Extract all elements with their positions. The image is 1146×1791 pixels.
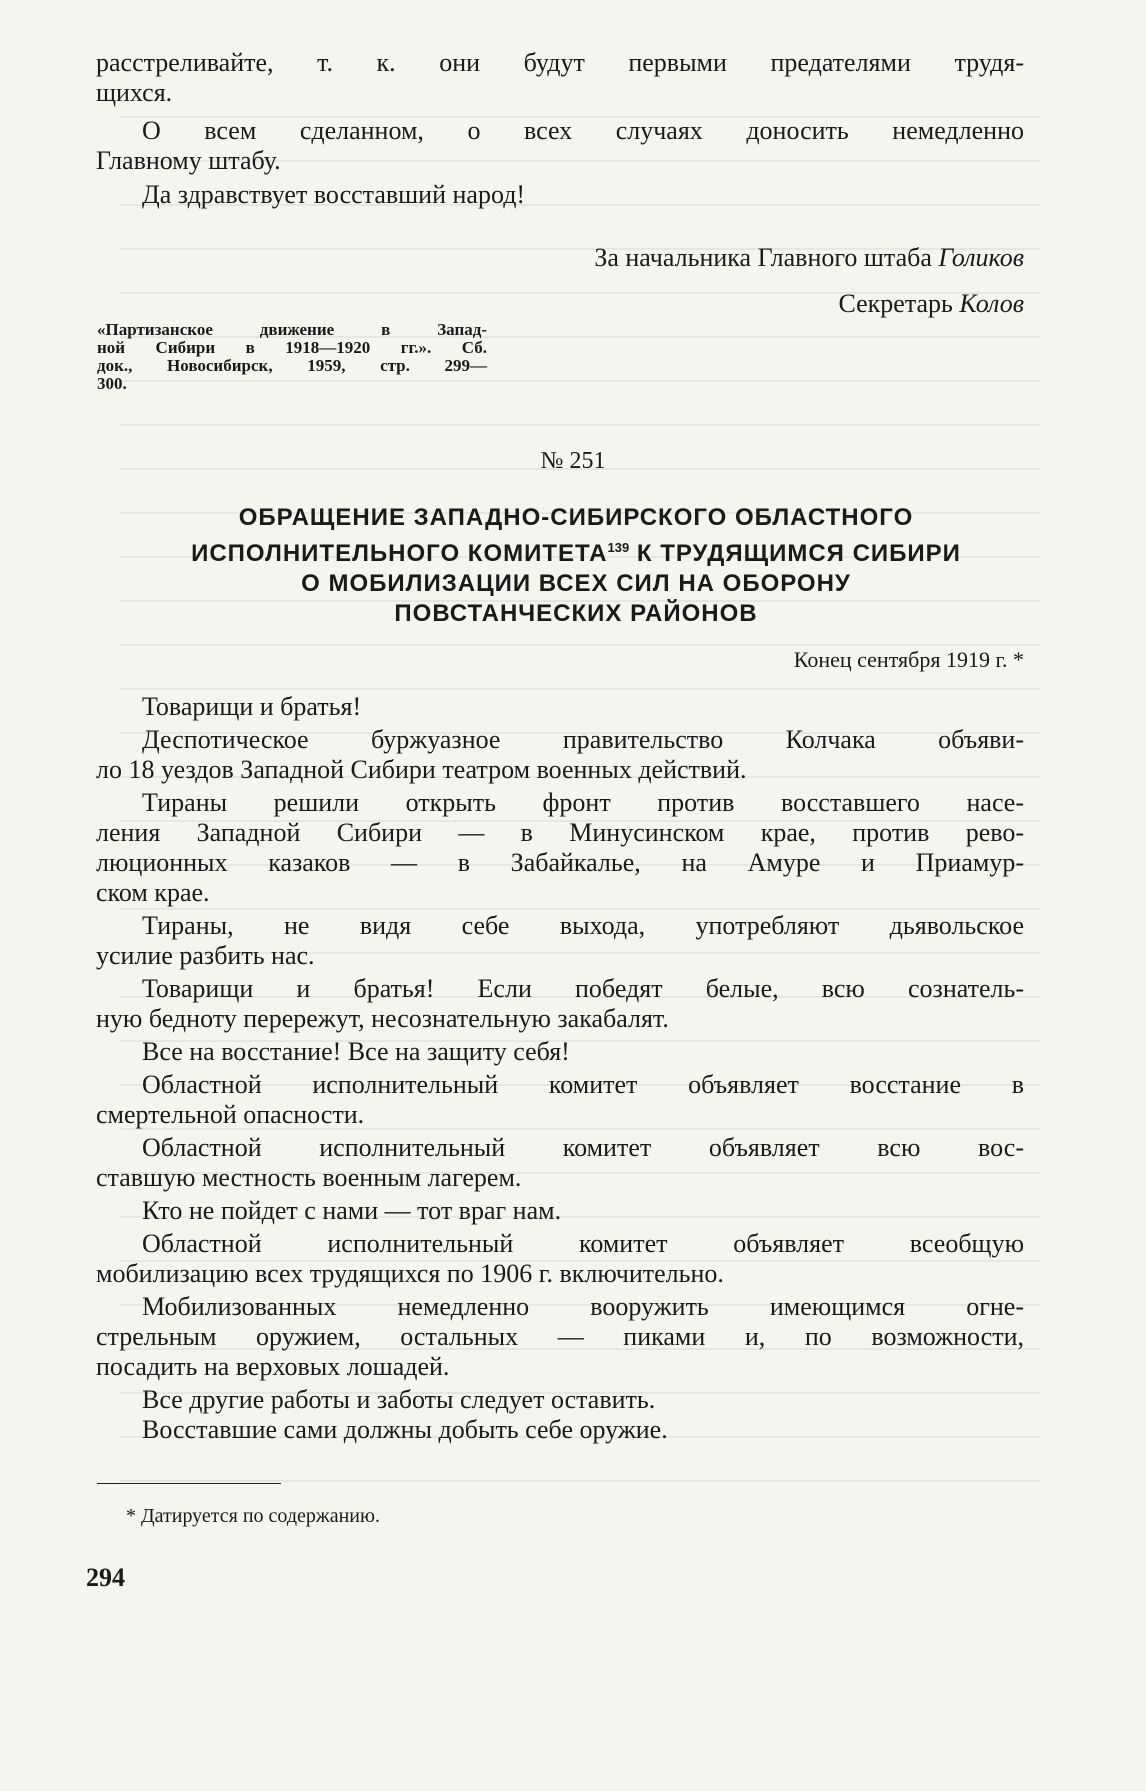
body-line: усилие разбить нас. <box>96 941 315 970</box>
body-line: люционных казаков — в Забайкалье, на Амуре и Приамур- <box>96 848 1024 877</box>
signature-name: Голиков <box>938 243 1024 272</box>
body-line: Товарищи и братья! Если победят белые, всю сознатель- <box>142 974 1024 1003</box>
body-line: мобилизацию всех трудящихся по 1906 г. включительно. <box>96 1259 724 1288</box>
body-line: Областной исполнительный комитет объявляет восстание в <box>142 1070 1024 1099</box>
paragraph-line: Главному штабу. <box>96 146 281 175</box>
continuation-line: щихся. <box>96 78 173 107</box>
body-line: Мобилизованных немедленно вооружить имеющимся огне- <box>142 1292 1024 1321</box>
continuation-line: расстреливайте, т. к. они будут первыми предателями трудя- <box>96 48 1024 77</box>
title-line <box>96 533 1056 569</box>
body-line: Областной исполнительный комитет объявляет всеобщую <box>142 1229 1024 1258</box>
body-line: ставшую местность военным лагерем. <box>96 1163 522 1192</box>
paragraph-line: Да здравствует восставший народ! <box>142 180 526 209</box>
title-line-text: К ТРУДЯЩИМСЯ СИБИРИ <box>629 540 961 567</box>
source-note-line: док., Новосибирск, 1959, стр. 299— <box>97 356 487 375</box>
body-line: ную бедноту перережут, несознательную закабалят. <box>96 1004 669 1033</box>
page-number: 294 <box>86 1563 125 1592</box>
body-line: Тираны, не видя себе выхода, употребляют дьявольское <box>142 911 1024 940</box>
body-line: Все другие работы и заботы следует оставить. <box>142 1385 656 1414</box>
title-note-ref: 139 <box>607 540 630 555</box>
signature-role: За начальника Главного штаба <box>594 243 932 272</box>
source-note-line: «Партизанское движение в Запад- <box>97 320 487 339</box>
source-note-line: ной Сибири в 1918—1920 гг.». Сб. <box>97 338 487 357</box>
document-date: Конец сентября 1919 г. * <box>793 647 1024 672</box>
signature-name: Колов <box>959 289 1024 318</box>
footnote-rule <box>97 1483 281 1484</box>
body-line: Кто не пойдет с нами — тот враг нам. <box>142 1196 562 1225</box>
body-line: посадить на верховых лошадей. <box>96 1352 450 1381</box>
body-line: стрельным оружием, остальных — пиками и, по возможности, <box>96 1322 1024 1351</box>
body-line: ском крае. <box>96 878 210 907</box>
body-line: смертельной опасности. <box>96 1100 365 1129</box>
paragraph-line: О всем сделанном, о всех случаях доносить немедленно <box>142 116 1024 145</box>
footnote: * Датируется по содержанию. <box>126 1505 380 1527</box>
continuation-block <box>96 48 1024 210</box>
title-line-text: ИСПОЛНИТЕЛЬНОГО КОМИТЕТА <box>191 540 608 567</box>
body-line: Товарищи и братья! <box>142 692 362 721</box>
body-line: Деспотическое буржуазное правительство Колчака объяви- <box>142 725 1024 754</box>
signature-role: Секретарь <box>838 289 953 318</box>
title-line: ОБРАЩЕНИЕ ЗАПАДНО-СИБИРСКОГО ОБЛАСТНОГО <box>238 504 914 531</box>
signature-line <box>96 243 1024 273</box>
document-number: № 251 <box>540 448 606 474</box>
document-body <box>96 692 1024 1445</box>
source-note <box>97 321 487 393</box>
source-note-line: 300. <box>97 374 127 393</box>
body-line: Областной исполнительный комитет объявляет всю вос- <box>142 1133 1024 1162</box>
title-line: ПОВСТАНЧЕСКИХ РАЙОНОВ <box>394 600 758 627</box>
body-line: Все на восстание! Все на защиту себя! <box>142 1037 570 1066</box>
body-line: Восставшие сами должны добыть себе оружие. <box>142 1415 668 1444</box>
document-title <box>96 503 1056 629</box>
signature-line <box>96 289 1024 319</box>
title-line: О МОБИЛИЗАЦИИ ВСЕХ СИЛ НА ОБОРОНУ <box>301 570 851 597</box>
body-line: Тираны решили открыть фронт против восставшего насе- <box>142 788 1024 817</box>
body-line: ло 18 уездов Западной Сибири театром военных действий. <box>96 755 747 784</box>
body-line: ления Западной Сибири — в Минусинском крае, против рево- <box>96 818 1024 847</box>
